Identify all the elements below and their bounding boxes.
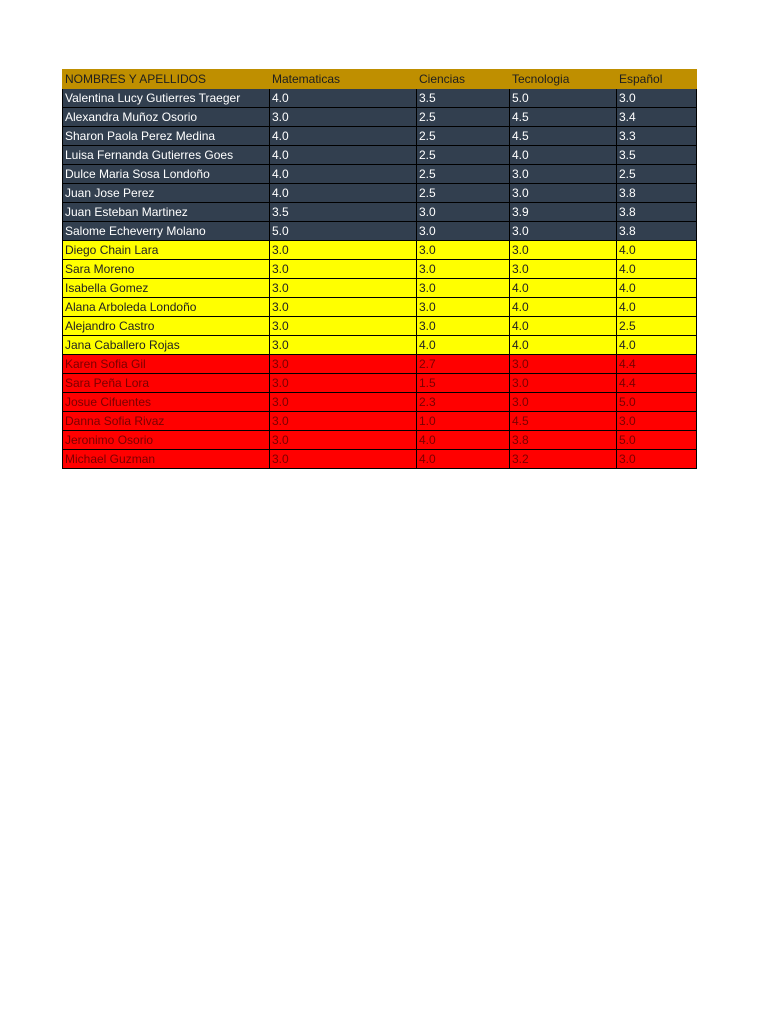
group-dark-row: [63, 165, 697, 184]
matematicas-cell: 3.0: [270, 298, 417, 317]
matematicas-cell: 4.0: [270, 146, 417, 165]
student-name-cell: Jana Caballero Rojas: [63, 336, 270, 355]
tecnologia-cell: 3.9: [510, 203, 617, 222]
student-name-cell: Sara Moreno: [63, 260, 270, 279]
group-yellow-row: [63, 317, 697, 336]
matematicas-cell: 3.0: [270, 393, 417, 412]
ciencias-cell: 3.0: [417, 260, 510, 279]
ciencias-cell: 2.5: [417, 146, 510, 165]
matematicas-cell: 3.0: [270, 241, 417, 260]
ciencias-cell: 2.5: [417, 108, 510, 127]
student-name-cell: Michael Guzman: [63, 450, 270, 469]
espanol-cell: 3.4: [617, 108, 697, 127]
group-yellow-row: [63, 336, 697, 355]
ciencias-cell: 3.0: [417, 222, 510, 241]
student-name-cell: Salome Echeverry Molano: [63, 222, 270, 241]
tecnologia-cell: 4.5: [510, 127, 617, 146]
espanol-cell: 3.0: [617, 89, 697, 108]
header-row: [63, 70, 697, 89]
student-name-cell: Alana Arboleda Londoño: [63, 298, 270, 317]
tecnologia-cell: 3.8: [510, 431, 617, 450]
espanol-cell: 5.0: [617, 393, 697, 412]
matematicas-cell: 3.5: [270, 203, 417, 222]
tecnologia-cell: 4.5: [510, 412, 617, 431]
matematicas-cell: 3.0: [270, 412, 417, 431]
ciencias-cell: 2.7: [417, 355, 510, 374]
group-red-row: [63, 393, 697, 412]
student-name-cell: Valentina Lucy Gutierres Traeger: [63, 89, 270, 108]
tecnologia-cell: 4.0: [510, 146, 617, 165]
student-name-cell: Sara Peña Lora: [63, 374, 270, 393]
matematicas-cell: 3.0: [270, 450, 417, 469]
matematicas-cell: 4.0: [270, 184, 417, 203]
espanol-cell: 4.0: [617, 336, 697, 355]
espanol-cell: 3.0: [617, 412, 697, 431]
tecnologia-cell: 4.0: [510, 279, 617, 298]
group-yellow-row: [63, 298, 697, 317]
group-yellow-row: [63, 260, 697, 279]
ciencias-cell: 4.0: [417, 431, 510, 450]
tecnologia-cell: 3.2: [510, 450, 617, 469]
header-espanol: Español: [617, 70, 697, 89]
ciencias-cell: 2.5: [417, 127, 510, 146]
ciencias-cell: 3.0: [417, 298, 510, 317]
ciencias-cell: 3.0: [417, 241, 510, 260]
tecnologia-cell: 3.0: [510, 222, 617, 241]
group-dark-row: [63, 203, 697, 222]
espanol-cell: 3.0: [617, 450, 697, 469]
ciencias-cell: 4.0: [417, 336, 510, 355]
matematicas-cell: 4.0: [270, 89, 417, 108]
espanol-cell: 4.0: [617, 260, 697, 279]
tecnologia-cell: 4.0: [510, 317, 617, 336]
tecnologia-cell: 3.0: [510, 374, 617, 393]
group-red-row: [63, 355, 697, 374]
student-name-cell: Jeronimo Osorio: [63, 431, 270, 450]
table-body: [63, 89, 697, 469]
grades-table: [62, 69, 697, 469]
espanol-cell: 2.5: [617, 317, 697, 336]
header-ciencias: Ciencias: [417, 70, 510, 89]
ciencias-cell: 2.5: [417, 184, 510, 203]
student-name-cell: Sharon Paola Perez Medina: [63, 127, 270, 146]
espanol-cell: 3.8: [617, 184, 697, 203]
group-yellow-row: [63, 241, 697, 260]
header-matematicas: Matematicas: [270, 70, 417, 89]
espanol-cell: 5.0: [617, 431, 697, 450]
ciencias-cell: 2.5: [417, 165, 510, 184]
student-name-cell: Alejandro Castro: [63, 317, 270, 336]
student-name-cell: Juan Esteban Martinez: [63, 203, 270, 222]
ciencias-cell: 3.0: [417, 203, 510, 222]
tecnologia-cell: 4.5: [510, 108, 617, 127]
espanol-cell: 3.5: [617, 146, 697, 165]
matematicas-cell: 3.0: [270, 355, 417, 374]
ciencias-cell: 3.5: [417, 89, 510, 108]
student-name-cell: Josue Cifuentes: [63, 393, 270, 412]
matematicas-cell: 3.0: [270, 317, 417, 336]
group-dark-row: [63, 222, 697, 241]
ciencias-cell: 1.0: [417, 412, 510, 431]
tecnologia-cell: 5.0: [510, 89, 617, 108]
matematicas-cell: 3.0: [270, 260, 417, 279]
student-name-cell: Alexandra Muñoz Osorio: [63, 108, 270, 127]
espanol-cell: 4.0: [617, 279, 697, 298]
group-dark-row: [63, 184, 697, 203]
espanol-cell: 4.4: [617, 374, 697, 393]
espanol-cell: 3.3: [617, 127, 697, 146]
espanol-cell: 3.8: [617, 222, 697, 241]
ciencias-cell: 4.0: [417, 450, 510, 469]
matematicas-cell: 3.0: [270, 108, 417, 127]
group-red-row: [63, 450, 697, 469]
group-red-row: [63, 412, 697, 431]
tecnologia-cell: 3.0: [510, 165, 617, 184]
matematicas-cell: 3.0: [270, 431, 417, 450]
tecnologia-cell: 3.0: [510, 184, 617, 203]
espanol-cell: 4.0: [617, 241, 697, 260]
ciencias-cell: 1.5: [417, 374, 510, 393]
header-tecnologia: Tecnologia: [510, 70, 617, 89]
student-name-cell: Karen Sofia Gil: [63, 355, 270, 374]
group-dark-row: [63, 89, 697, 108]
matematicas-cell: 3.0: [270, 374, 417, 393]
espanol-cell: 3.8: [617, 203, 697, 222]
student-name-cell: Dulce Maria Sosa Londoño: [63, 165, 270, 184]
group-yellow-row: [63, 279, 697, 298]
student-name-cell: Luisa Fernanda Gutierres Goes: [63, 146, 270, 165]
header-names: NOMBRES Y APELLIDOS: [63, 70, 270, 89]
ciencias-cell: 2.3: [417, 393, 510, 412]
tecnologia-cell: 3.0: [510, 260, 617, 279]
group-dark-row: [63, 146, 697, 165]
tecnologia-cell: 4.0: [510, 336, 617, 355]
matematicas-cell: 3.0: [270, 279, 417, 298]
student-name-cell: Juan Jose Perez: [63, 184, 270, 203]
tecnologia-cell: 4.0: [510, 298, 617, 317]
group-red-row: [63, 431, 697, 450]
tecnologia-cell: 3.0: [510, 241, 617, 260]
student-name-cell: Diego Chain Lara: [63, 241, 270, 260]
ciencias-cell: 3.0: [417, 279, 510, 298]
tecnologia-cell: 3.0: [510, 355, 617, 374]
matematicas-cell: 4.0: [270, 127, 417, 146]
matematicas-cell: 3.0: [270, 336, 417, 355]
espanol-cell: 4.0: [617, 298, 697, 317]
group-red-row: [63, 374, 697, 393]
tecnologia-cell: 3.0: [510, 393, 617, 412]
group-dark-row: [63, 108, 697, 127]
matematicas-cell: 5.0: [270, 222, 417, 241]
ciencias-cell: 3.0: [417, 317, 510, 336]
student-name-cell: Danna Sofia Rivaz: [63, 412, 270, 431]
espanol-cell: 4.4: [617, 355, 697, 374]
matematicas-cell: 4.0: [270, 165, 417, 184]
student-name-cell: Isabella Gomez: [63, 279, 270, 298]
group-dark-row: [63, 127, 697, 146]
espanol-cell: 2.5: [617, 165, 697, 184]
